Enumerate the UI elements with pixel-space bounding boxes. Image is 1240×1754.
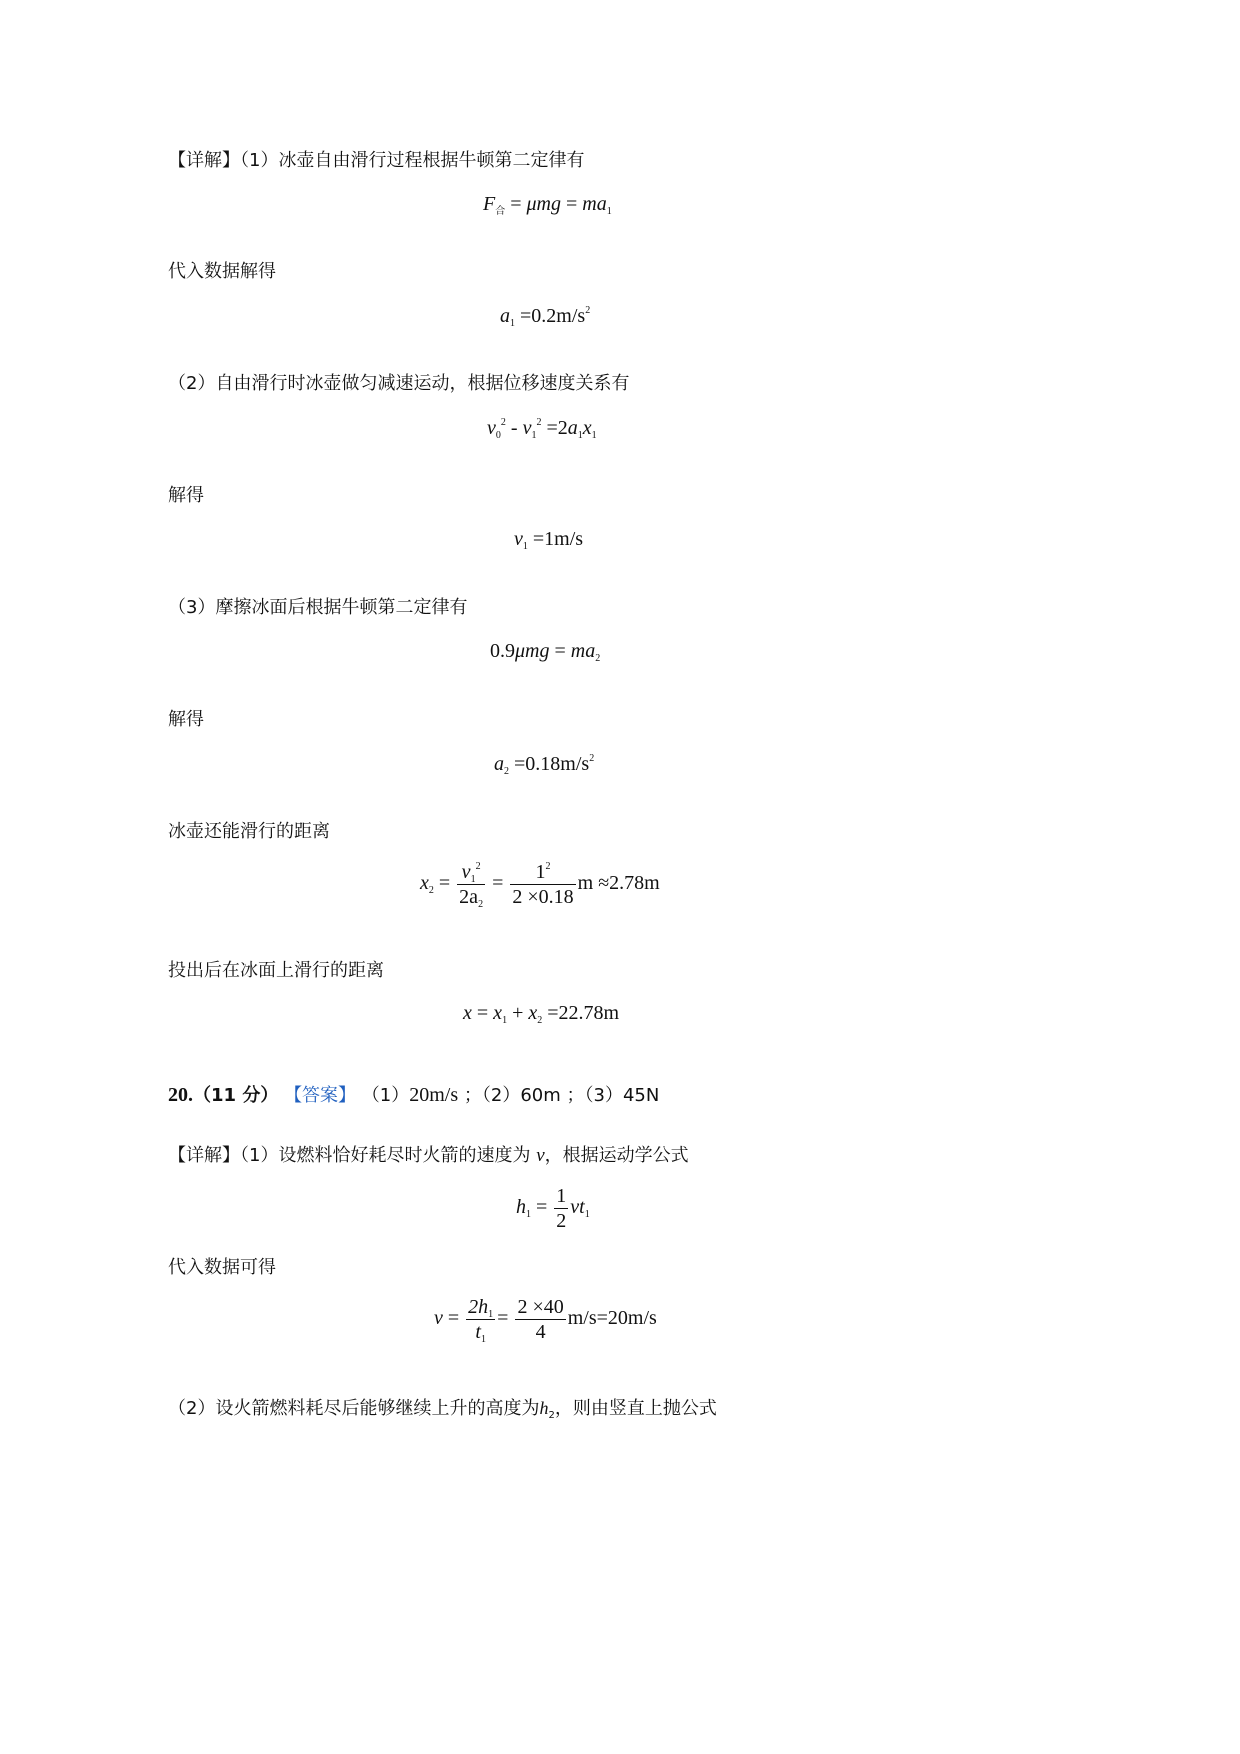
detail-paragraph-2: （2）自由滑行时冰壶做匀减速运动，根据位移速度关系有	[168, 373, 630, 394]
fraction-v: $\frac{2h_1}{t_1}$	[468, 1296, 494, 1345]
fraction-numbers: $\frac{2 \times 40}{4}$	[517, 1296, 564, 1343]
text-substitute-20: 代入数据可得	[168, 1257, 276, 1278]
equation-velocity-relation: $v_0^2 - v_1^2 =2a_1x_1$	[487, 417, 597, 441]
fraction-2: $\frac{1^2}{2 \times 0.18}$	[512, 861, 574, 908]
equation-v1: $v_1 =1m/s$	[514, 528, 584, 552]
equation-h1: $h_1$ = $\frac{1}{2}$ $vt_1$	[516, 1185, 590, 1232]
equation-newton-2: $0.9\mu mg = ma_2$	[490, 640, 601, 664]
equation-a2: $a_2 =0.18m/s^2$	[494, 753, 595, 777]
detail-paragraph-20-1: 【详解】（1）设燃料恰好耗尽时火箭的速度为 v，根据运动学公式	[168, 1145, 689, 1166]
text-substitute: 代入数据解得	[168, 261, 276, 282]
answer-1: 20m/s	[409, 1084, 459, 1106]
text-solve-2: 解得	[168, 709, 204, 730]
detail-paragraph-20-2: （2）设火箭燃料耗尽后能够继续上升的高度为$h_2$，则由竖直上抛公式	[168, 1398, 717, 1421]
equation-v-rocket: v = $\frac{2h_1}{t_1}$ = $\frac{2 \times 40}{4}$ m/s=20m/s	[434, 1296, 657, 1345]
question-number: 20.	[168, 1084, 193, 1106]
equation-newton-1: $F_合 = \mu mg = ma_1$	[483, 193, 612, 217]
equation-x2: $x_2$ = $\frac{v_1^2}{2a_2}$ = $\frac{1^2}{2 \times 0.18}$ m ≈2.78m	[420, 861, 660, 910]
question-points: （11 分）	[193, 1085, 279, 1106]
answer-tag: 【答案】	[284, 1085, 357, 1106]
detail-text: （1）冰壶自由滑行过程根据牛顿第二定律有	[240, 150, 585, 171]
text-distance-label: 冰壶还能滑行的距离	[168, 821, 330, 842]
text-solve-1: 解得	[168, 485, 204, 506]
equation-total-distance: $x = x_1 + x_2 =22.78m$	[463, 1002, 620, 1026]
question-20-header: 20.（11 分） 【答案】 （1）20m/s ；（2）60m ；（3）45N	[168, 1084, 660, 1106]
fraction-half: $\frac{1}{2}$	[556, 1185, 567, 1232]
text-total-label: 投出后在冰面上滑行的距离	[168, 960, 384, 981]
equation-a1: $a_1 =0.2m/s^2$	[500, 305, 591, 329]
detail-paragraph-3: （3）摩擦冰面后根据牛顿第二定律有	[168, 597, 468, 618]
detail-label: 【详解】	[168, 150, 240, 171]
fraction-1: $\frac{v_1^2}{2a_2}$	[459, 861, 484, 910]
detail-paragraph-1	[168, 149, 584, 173]
answer-rest: ；（2）60m ；（3）45N	[463, 1085, 660, 1106]
